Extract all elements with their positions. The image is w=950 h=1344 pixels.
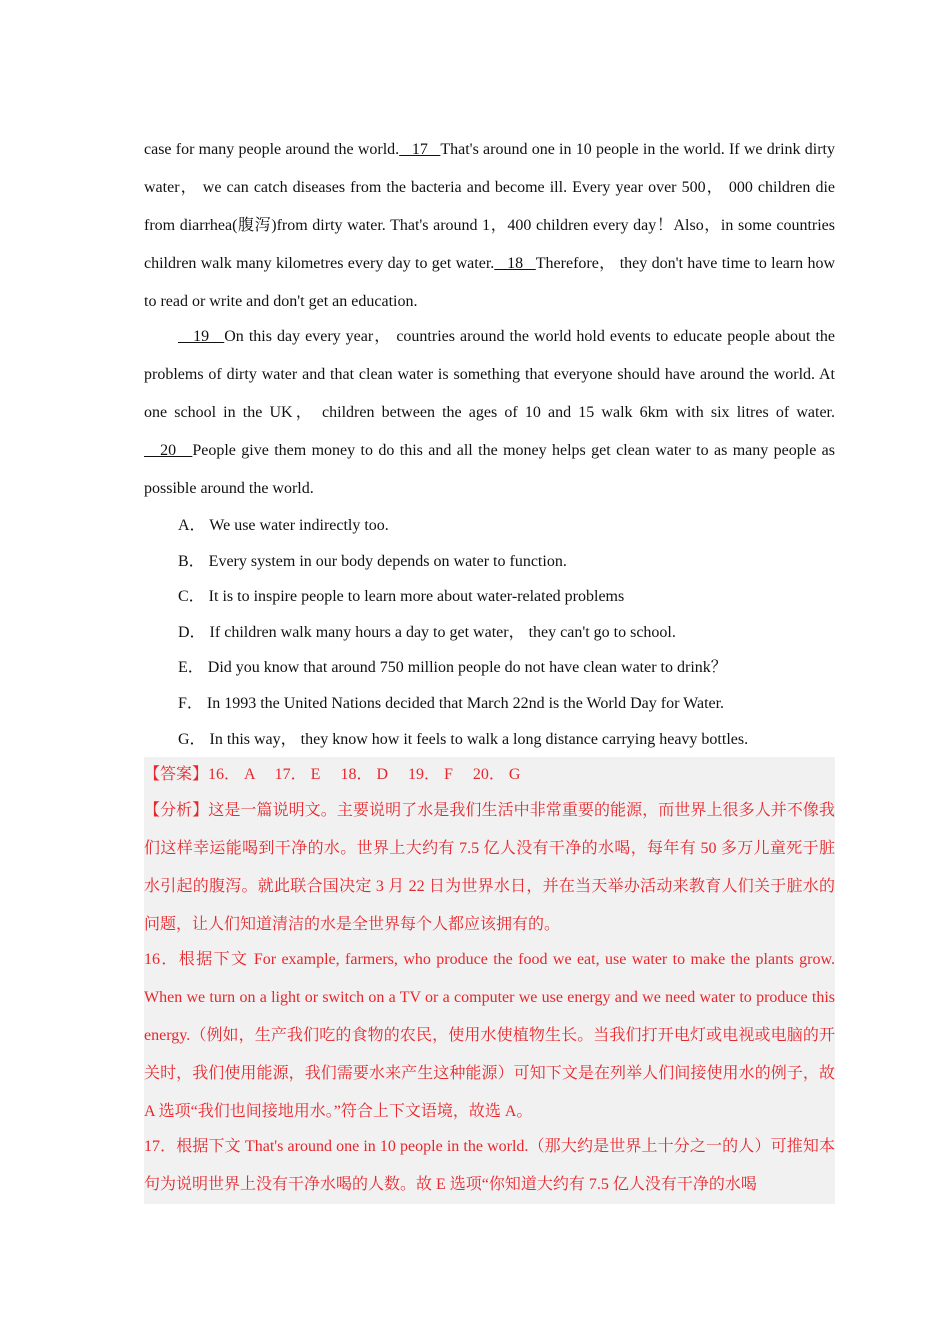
option-a: A． We use water indirectly too. [178, 517, 389, 534]
passage-text: case for many people around the world. [144, 141, 400, 158]
option-d: D． If children walk many hours a day to get water， they can't go to school. [178, 623, 676, 641]
answer-key: 【答案】16． A 17． E 18． D 19． F 20． G [144, 766, 521, 784]
answer-section [144, 757, 835, 1204]
explanation-17: 17．根据下文 That's around one in 10 people in the world.（那大约是世界上十分之一的人）可推知本句为说明世界上没有干净水喝的人数。故 E 选项“你知道大约有 7.5 亿人没有干净的水喝 [144, 1138, 835, 1194]
explanation-16: 16．根据下文 For example, farmers, who produce the food we eat, use water to make the plants grow. When we turn on a light or switch on a TV or a computer we use energy and we need water to produce this energy.（例如，生产我们吃的食物的农民，使用水使植物生长。当我们打开电灯或电视或电脑的开关时，我们使用能源，我们需要水来产生这种能源）可知下文是在列举人们间接使用水的例子，故 A 选项“我们也间接地用水。”符合上下文语境，故选 A。 [144, 951, 835, 1121]
passage-text: Therefore， they don't have time to learn how to read or write and don't get an education. [144, 255, 835, 310]
option-c: C． It is to inspire people to learn more about water-related problems [178, 588, 625, 606]
options-list [144, 508, 835, 757]
passage-text: People give them money to do this and all the money helps get clean water to as many people as possible around the world. [144, 442, 836, 497]
blank-19: 19 [178, 328, 225, 345]
blank-20: 20 [144, 442, 193, 459]
passage-text: That's around one in 10 people in the world. If we drink dirty water， we can catch diseases from the bacteria and become ill. Every year over 500， 000 children die from diarrhea(腹泻)from dirty water. That's around 1，400 children every day！Also，in some countries children walk many kilometres every day to get water. [144, 141, 835, 272]
document-page [144, 131, 835, 1204]
option-b: B． Every system in our body depends on water to function. [178, 552, 567, 570]
passage-paragraph-1 [144, 131, 835, 321]
analysis-paragraph: 【分析】这是一篇说明文。主要说明了水是我们生活中非常重要的能源，而世界上很多人并不像我们这样幸运能喝到干净的水。世界上大约有 7.5 亿人没有干净的水喝，每年有 50 多万儿童死于脏水引起的腹泻。就此联合国决定 3 月 22 日为世界水日，并在当天举办活动来教育人们关于脏水的问题，让人们知道清洁的水是全世界每个人都应该拥有的。 [144, 802, 835, 934]
blank-17: 17 [399, 141, 441, 158]
option-g: G． In this way， they know how it feels to walk a long distance carrying heavy bottles. [178, 730, 749, 748]
option-f: F． In 1993 the United Nations decided that March 22nd is the World Day for Water. [178, 694, 725, 712]
passage-text: On this day every year， countries around the world hold events to educate people about the problems of dirty water and that clean water is something that everyone should have around the world. At one school in the UK， children between the ages of 10 and 15 walk 6km with six litres of water. [144, 328, 836, 421]
passage-paragraph-2 [144, 318, 835, 508]
blank-18: 18 [494, 255, 536, 272]
option-e: E． Did you know that around 750 million people do not have clean water to drink？ [178, 659, 727, 677]
